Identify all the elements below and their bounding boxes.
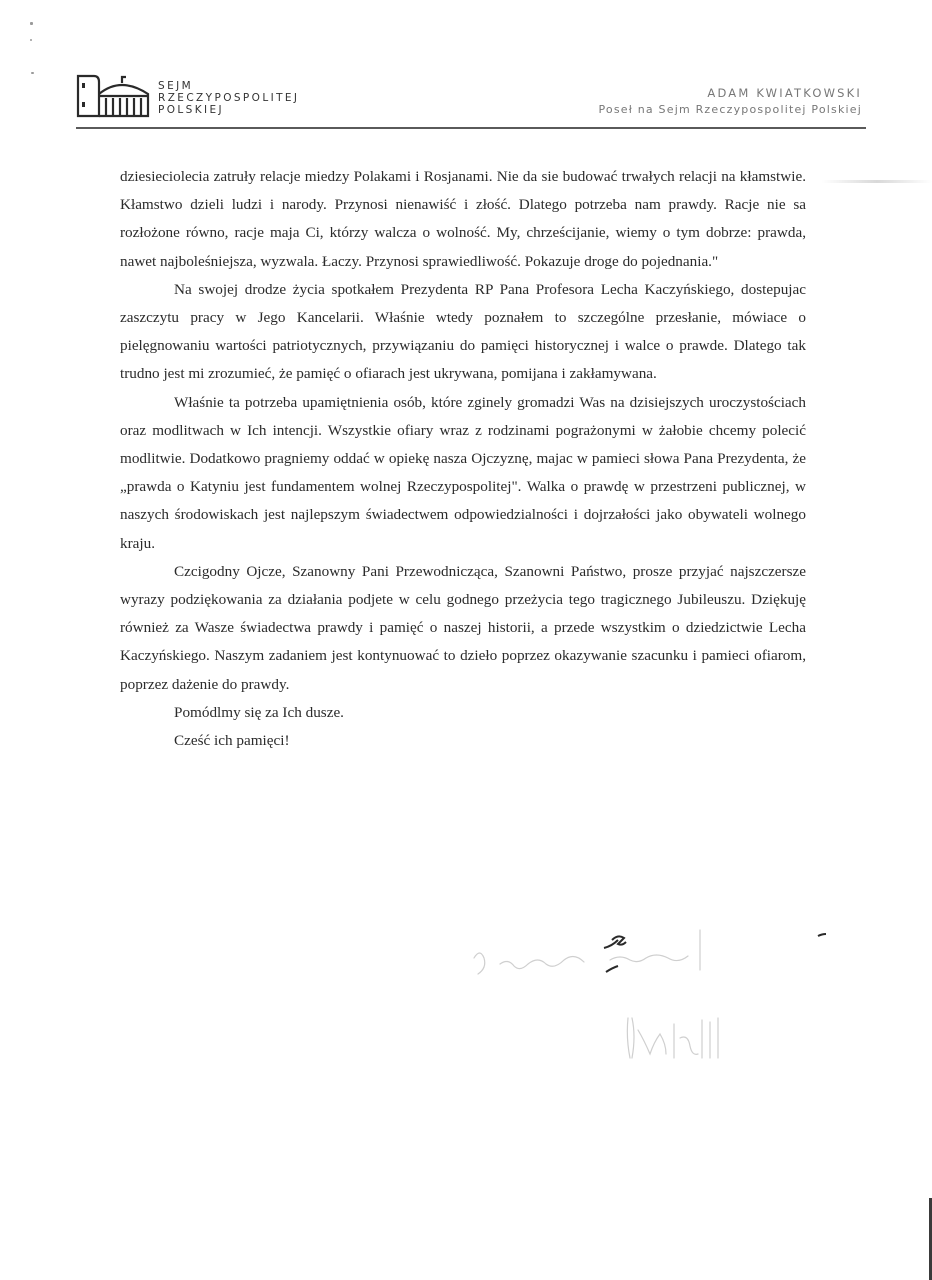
paragraph: Właśnie ta potrzeba upamiętnienia osób, które zginely gromadzi Was na dzisiejszych uroczystościach oraz modlitwach w Ich intencji. Wszystkie ofiary wraz z rodzinami pograżonymi w żałobie chcemy polecić modlitwie. Dodatkowo pragniemy oddać w opiekę nasza Ojczyznę, majac w pamieci słowa Pana Prezydenta, że „prawda o Katyniu jest fundamentem wolnej Rzeczypospolitej". Walka o prawdę w przestrzeni publicznej, w naszych środowiskach jest najlepszym świadectwem odpowiedzialności i dojrzałości jako obywateli wolnego kraju. (120, 393, 806, 552)
closing-line: Pomódlmy się za Ich dusze. (174, 703, 344, 721)
letter-body (120, 163, 806, 755)
paragraph: Na swojej drodze życia spotkałem Prezydenta RP Pana Profesora Lecha Kaczyńskiego, dostepujac zaszczytu pracy w Jego Kancelarii. Właśnie wtedy poznałem to szczególne przesłanie, mówiace o pielęgnowaniu wartości patriotycznych, przywiązaniu do pamięci historycznej i walce o prawde. Dlatego tak trudno jest mi zrozumieć, że pamięć o ofiarach jest ukrywana, pomijana i zakłamywana. (120, 280, 806, 383)
paragraph: Czcigodny Ojcze, Szanowny Pani Przewodnicząca, Szanowni Państwo, prosze przyjać najszczersze wyrazy podziękowania za działania podjete w celu godnego przeżycia tego tragicznego Jubileuszu. Dziękuję również za Wasze świadectwa prawdy i pamięć o naszej historii, a przede wszystkim o dziedzictwie Lecha Kaczyńskiego. Naszym zadaniem jest kontynuować to dzieło poprzez okazywanie szacunku i pamieci ofiarom, poprzez dażenie do prawdy. (120, 562, 806, 693)
institution-name (158, 80, 299, 116)
handwritten-signature (460, 920, 860, 1090)
scan-speck (30, 22, 33, 25)
sejm-building-icon (76, 74, 150, 118)
scan-speck (31, 72, 34, 74)
paragraph: dziesieciolecia zatruły relacje miedzy Polakami i Rosjanami. Nie da sie budować trwałych relacji na kłamstwie. Kłamstwo dzieli ludzi i narody. Przynosi nienawiść i złość. Dlatego potrzeba nam prawdy. Racje nie sa rozłożone równo, racje maja Ci, którzy walcza o wolność. My, chrześcijanie, wiemy o tym dobrze: prawda, nawet najboleśniejsza, wyzwala. Łaczy. Przynosi sprawiedliwość. Pokazuje droge do pojednania." (120, 168, 806, 270)
scan-speck (30, 39, 32, 41)
letterhead-divider (76, 127, 866, 129)
institution-line: RZECZYPOSPOLITEJ (158, 92, 300, 104)
institution-line: POLSKIEJ (158, 104, 225, 116)
author-role: Poseł na Sejm Rzeczypospolitej Polskiej (598, 103, 862, 116)
author-block (598, 86, 862, 118)
author-name: ADAM KWIATKOWSKI (707, 86, 862, 100)
scan-smudge (822, 180, 932, 183)
institution-line: SEJM (158, 80, 194, 92)
closing-line: Cześć ich pamięci! (174, 732, 290, 750)
